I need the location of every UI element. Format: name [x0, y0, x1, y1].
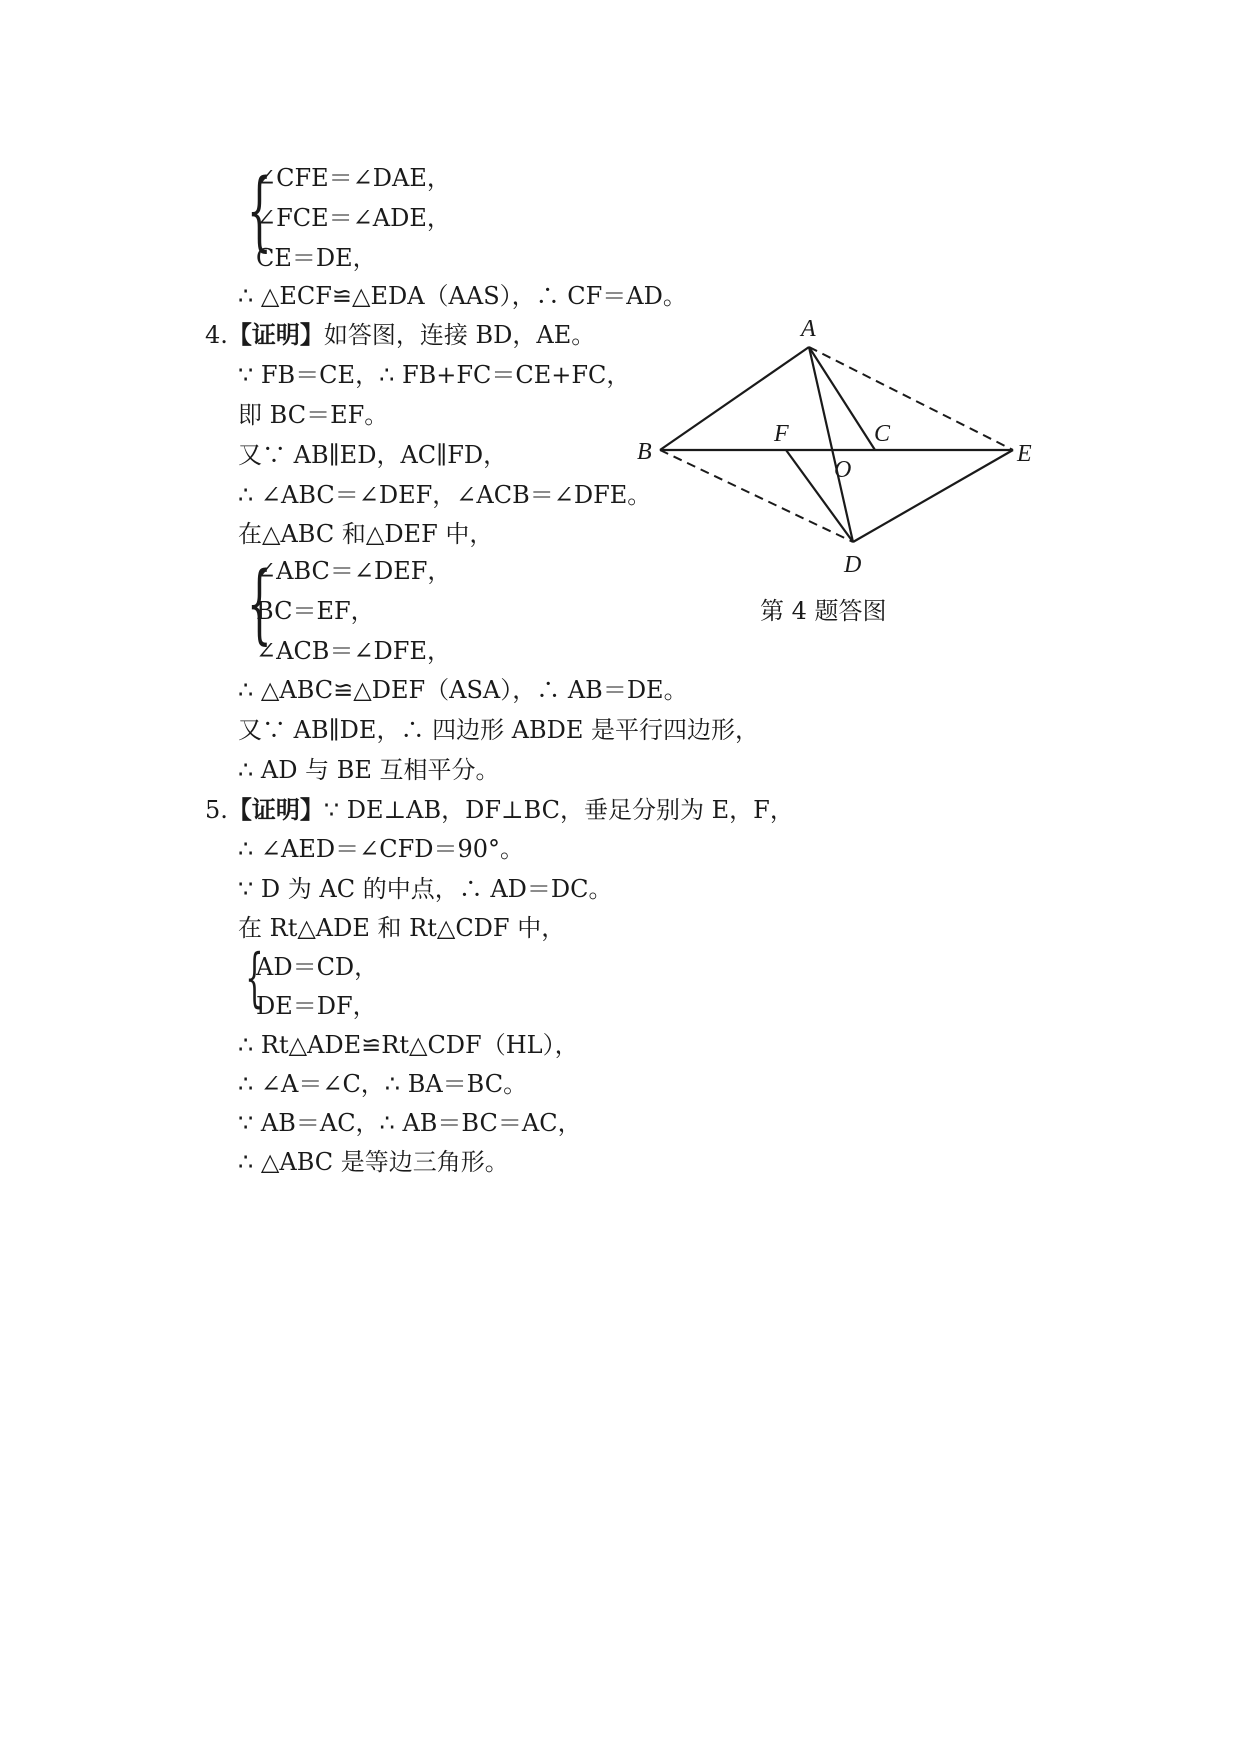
- eq-line: ∠FCE＝∠ADE，: [256, 204, 451, 232]
- proof-tag: 【证明】: [227, 320, 324, 349]
- first-line: 如答图，连接 BD，AE。: [323, 321, 596, 349]
- segment-ae-dashed: [809, 347, 1013, 450]
- proof-line: ∴ Rt△ADE≌Rt△CDF（HL），: [238, 1031, 579, 1059]
- point-label-a: A: [801, 316, 816, 342]
- eq-line: CE＝DE，: [256, 244, 377, 272]
- eq-line: ∠CFE＝∠DAE，: [256, 164, 451, 192]
- point-label-o: O: [834, 457, 852, 483]
- problem-number: 4.: [205, 321, 228, 349]
- point-label-d: D: [844, 552, 862, 578]
- first-line: ∵ DE⊥AB，DF⊥BC，垂足分别为 E，F，: [323, 796, 794, 824]
- point-label-c: C: [874, 421, 891, 447]
- conclusion-line: ∴ △ECF≌△EDA（AAS），∴ CF＝AD。: [238, 282, 687, 310]
- proof-line: ∴ ∠AED＝∠CFD＝90°。: [238, 835, 525, 863]
- brace-4: {: [247, 554, 272, 654]
- eq-line: ∠ACB＝∠DFE，: [256, 637, 451, 665]
- segment-ed: [853, 450, 1013, 542]
- proof-line: 又∵ AB∥ED，AC∥FD，: [238, 441, 508, 469]
- problem-number: 5.: [205, 796, 228, 824]
- eq-line: BC＝EF，: [256, 597, 375, 625]
- proof-line: 在 Rt△ADE 和 Rt△CDF 中，: [238, 914, 566, 942]
- eq-line: DE＝DF，: [256, 992, 377, 1020]
- proof-line: ∴ △ABC 是等边三角形。: [238, 1148, 509, 1176]
- brace-5: {: [245, 941, 264, 1015]
- problem-4-header: [205, 320, 595, 350]
- proof-line: ∴ ∠ABC＝∠DEF，∠ACB＝∠DFE。: [238, 481, 652, 509]
- problem-5-header: [205, 795, 794, 825]
- point-label-e: E: [1017, 441, 1032, 467]
- proof-line: 在△ABC 和△DEF 中，: [238, 520, 494, 548]
- segment-bd-dashed: [660, 450, 853, 542]
- point-label-b: B: [637, 439, 652, 465]
- eq-line: ∠ABC＝∠DEF，: [256, 557, 452, 585]
- proof-line: ∴ ∠A＝∠C，∴ BA＝BC。: [238, 1070, 528, 1098]
- proof-line: ∴ △ABC≌△DEF（ASA），∴ AB＝DE。: [238, 676, 688, 704]
- proof-line: ∵ D 为 AC 的中点，∴ AD＝DC。: [238, 875, 613, 903]
- point-label-f: F: [774, 421, 789, 447]
- proof-line: 又∵ AB∥DE，∴ 四边形 ABDE 是平行四边形，: [238, 716, 760, 744]
- geometry-figure: [625, 310, 1055, 640]
- proof-tag: 【证明】: [227, 795, 324, 824]
- proof-line: ∴ AD 与 BE 互相平分。: [238, 756, 500, 784]
- segment-ac: [809, 347, 875, 450]
- brace-3: {: [247, 161, 272, 261]
- figure-caption: 第 4 题答图: [760, 597, 887, 625]
- proof-line: ∵ FB＝CE，∴ FB+FC＝CE+FC，: [238, 361, 631, 389]
- eq-line: AD＝CD，: [256, 953, 379, 981]
- proof-line: 即 BC＝EF。: [238, 401, 389, 429]
- proof-line: ∵ AB＝AC，∴ AB＝BC＝AC，: [238, 1109, 582, 1137]
- figure-svg: [625, 310, 1055, 640]
